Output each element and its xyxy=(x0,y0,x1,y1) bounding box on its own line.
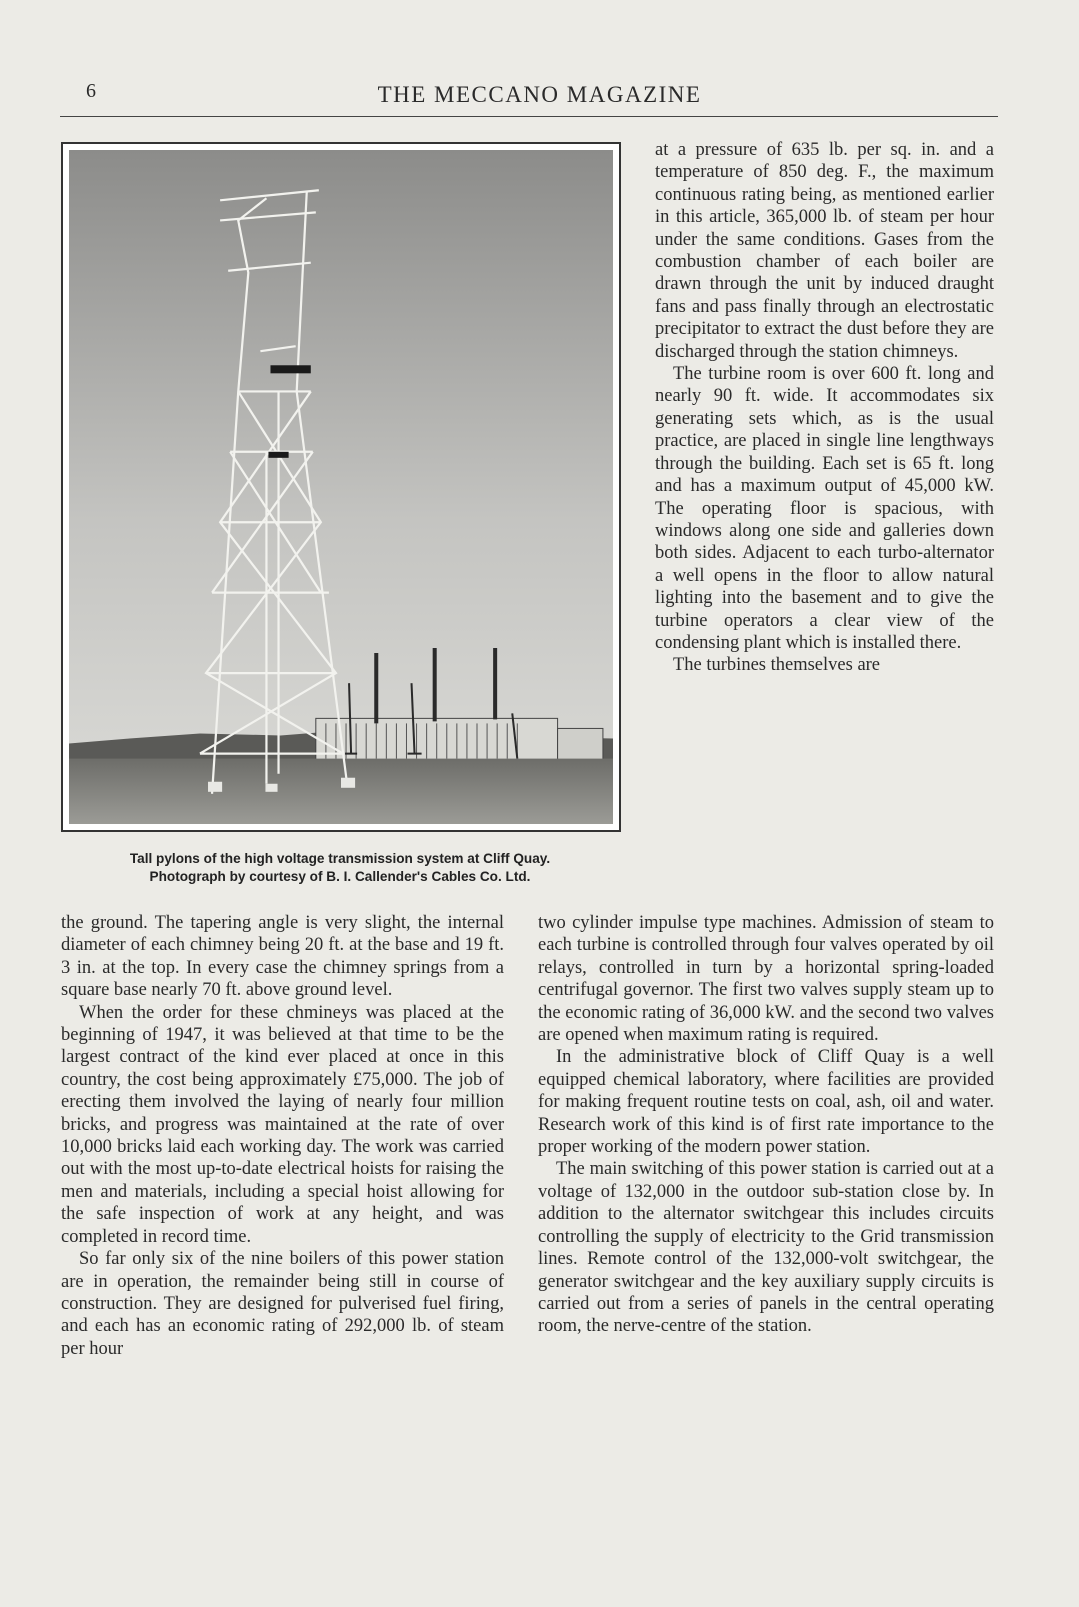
running-header-title: THE MECCANO MAGAZINE xyxy=(377,82,702,107)
pylon-photo-illustration xyxy=(69,150,613,824)
caption-line-1: Tall pylons of the high voltage transmission system at Cliff Quay. xyxy=(129,851,551,866)
paragraph: So far only six of the nine boilers of this power station are in operation, the remainder being still in course of construction. They are designed for pulverised fuel firing, and each has an economic rating of 292,000 lb. of steam per hour xyxy=(61,1249,504,1359)
article-column-left xyxy=(61,912,504,1360)
paragraph: at a pressure of 635 lb. per sq. in. and a temperature of 850 deg. F., the maximum continuous rating being, as mentioned earlier in this article, 365,000 lb. of steam per hour under the same conditions. Gases from the combustion chamber of each boiler are drawn through the unit by induced draught fans and pass finally through an electrostatic precipitator to extract the dust before they are discharged through the station chimneys. xyxy=(655,140,994,362)
paragraph: the ground. The tapering angle is very slight, the internal diameter of each chimney being 20 ft. at the base and 19 ft. 3 in. at the top. In every case the chimney springs from a square base nearly 70 ft. above ground level. xyxy=(61,913,504,1001)
header-rule xyxy=(60,116,998,117)
pylon-photograph xyxy=(61,142,621,832)
paragraph: two cylinder impulse type machines. Admission of steam to each turbine is controlled through four valves operated by oil relays, controlled in turn by a horizontal spring-loaded centrifugal governor. The first two valves supply steam up to the economic rating of 36,000 kW. and the second two valves are opened when maximum rating is required. xyxy=(538,913,994,1046)
paragraph: The main switching of this power station is carried out at a voltage of 132,000 in the outdoor sub-station close by. In addition to the alternator switchgear this includes circuits controlling the supply of electricity to the Grid transmission lines. Remote control of the 132,000-volt switchgear, the generator switchgear and the key auxiliary supply circuits is carried out from a series of panels in the central operating room, the nerve-centre of the station. xyxy=(538,1159,994,1337)
paragraph: The turbine room is over 600 ft. long and nearly 90 ft. wide. It accommodates six generating sets which, as is the usual practice, are placed in single line lengthways through the building. Each set is 65 ft. long and has a maximum output of 45,000 kW. The operating floor is spacious, with windows along one side and galleries down both sides. Adjacent to each turbo-alternator a well opens in the floor to allow natural lighting into the basement and to give the turbine operators a clear view of the condensing plant which is installed there. xyxy=(655,364,994,653)
paragraph: The turbines themselves are xyxy=(673,655,881,676)
page-number: 6 xyxy=(86,80,96,102)
paragraph: In the administrative block of Cliff Quay is a well equipped chemical laboratory, where facilities are provided for making frequent routine tests on coal, ash, oil and water. Research work of this kind is of first rate importance to the proper working of the modern power station. xyxy=(538,1047,994,1158)
caption-line-2: Photograph by courtesy of B. I. Callender's Cables Co. Ltd. xyxy=(149,869,531,884)
foreground-field xyxy=(69,759,613,824)
article-column-top-right xyxy=(655,139,994,677)
article-column-right xyxy=(538,912,994,1338)
paragraph: When the order for these chmineys was placed at the beginning of 1947, it was believed at that time to be the largest contract of the kind ever placed at once in this country, the cost being approximately £75,000. The job of erecting them involved the laying of nearly four million bricks, and progress was maintained at the rate of over 10,000 bricks laid each working day. The work was carried out with the most up-to-date electrical hoists for raising the men and materials, including a special hoist allowing for the safe inspection of work at any height, and was completed in record time. xyxy=(61,1002,504,1247)
photo-caption xyxy=(50,850,630,886)
